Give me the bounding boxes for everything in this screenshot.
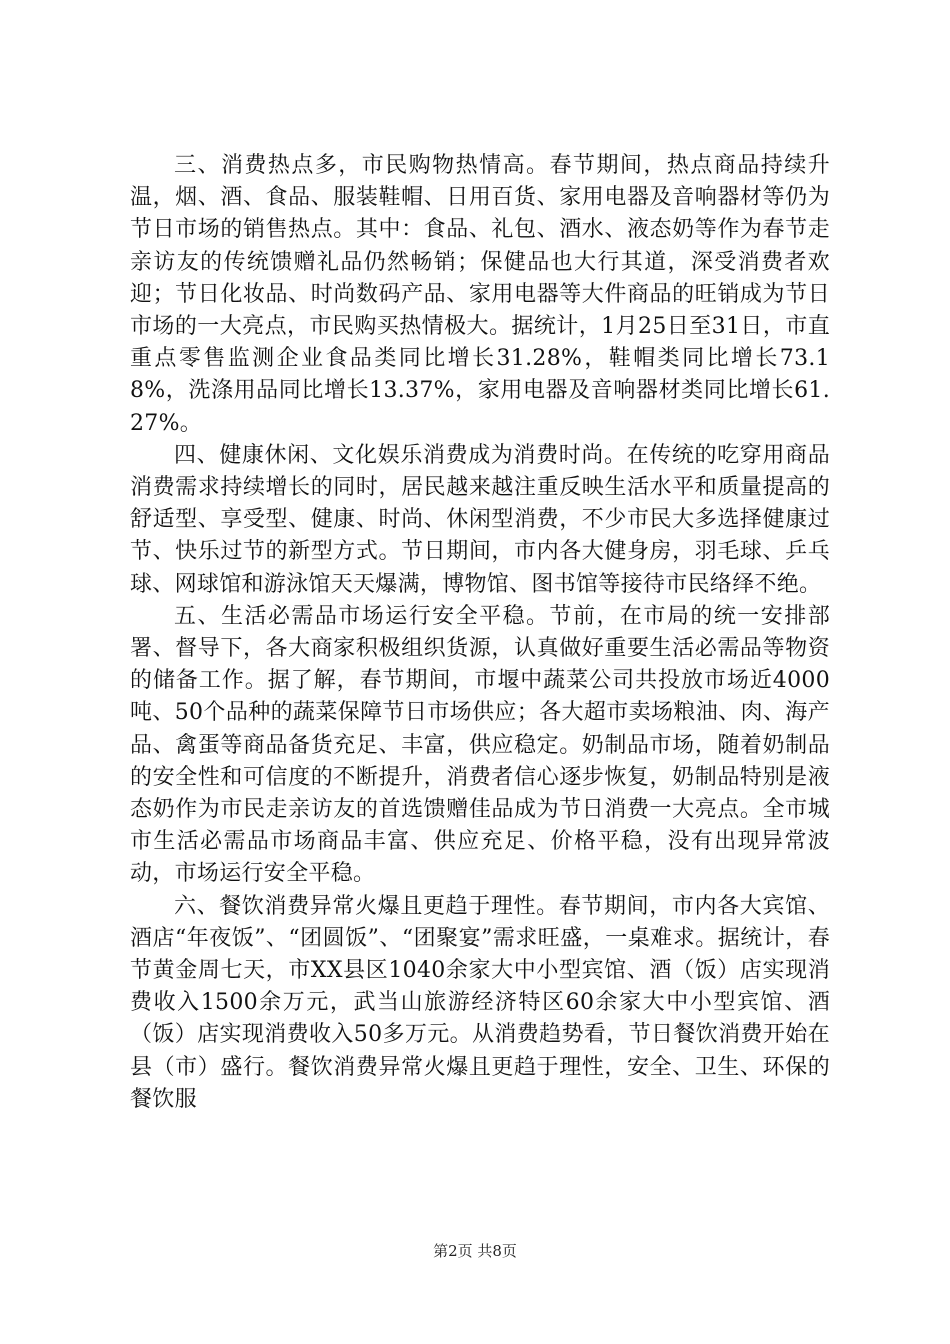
paragraph-necessities-market: 五、生活必需品市场运行安全平稳。节前，在市局的统一安排部署、督导下，各大商家积极组织货源，认真做好重要生活必需品等物资的储备工作。据了解，春节期间，市堰中蔬菜公司共投放市场近4000吨、50个品种的蔬菜保障节日市场供应；各大超市卖场粮油、肉、海产品、禽蛋等商品备货充足、丰富，供应稳定。奶制品市场，随着奶制品的安全性和可信度的不断提升，消费者信心逐步恢复，奶制品特别是液态奶作为市民走亲访友的首选馈赠佳品成为节日消费一大亮点。全市城市生活必需品市场商品丰富、供应充足、价格平稳，没有出现异常波动，市场运行安全平稳。 xyxy=(130,603,830,887)
paragraph-leisure-consumption: 四、健康休闲、文化娱乐消费成为消费时尚。在传统的吃穿用商品消费需求持续增长的同时，居民越来越注重反映生活水平和质量提高的舒适型、享受型、健康、时尚、休闲型消费，不少市民大多选择健康过节、快乐过节的新型方式。节日期间，市内各大健身房，羽毛球、乒乓球、网球馆和游泳馆天天爆满，博物馆、图书馆等接待市民络绎不绝。 xyxy=(130,442,830,597)
document-body xyxy=(130,150,830,1116)
paragraph-consumption-hotspots: 三、消费热点多，市民购物热情高。春节期间，热点商品持续升温，烟、酒、食品、服装鞋帽、日用百货、家用电器及音响器材等仍为节日市场的销售热点。其中：食品、礼包、酒水、液态奶等作为春节走亲访友的传统馈赠礼品仍然畅销；保健品也大行其道，深受消费者欢迎；节日化妆品、时尚数码产品、家用电器等大件商品的旺销成为节日市场的一大亮点，市民购买热情极大。据统计，1月25日至31日，市直重点零售监测企业食品类同比增长31.28%，鞋帽类同比增长73.18%，洗涤用品同比增长13.37%，家用电器及音响器材类同比增长61.27%。 xyxy=(130,153,830,436)
page-footer: 第2页 共8页 xyxy=(433,1242,517,1260)
paragraph-catering-consumption: 六、餐饮消费异常火爆且更趋于理性。春节期间，市内各大宾馆、酒店“年夜饭”、“团圆饭”、“团聚宴”需求旺盛，一桌难求。据统计，春节黄金周七天，市XX县区1040余家大中小型宾馆、酒（饭）店实现消费收入1500余万元，武当山旅游经济特区60余家大中小型宾馆、酒（饭）店实现消费收入50多万元。从消费趋势看，节日餐饮消费开始在县（市）盛行。餐饮消费异常火爆且更趋于理性，安全、卫生、环保的餐饮服 xyxy=(130,893,830,1112)
